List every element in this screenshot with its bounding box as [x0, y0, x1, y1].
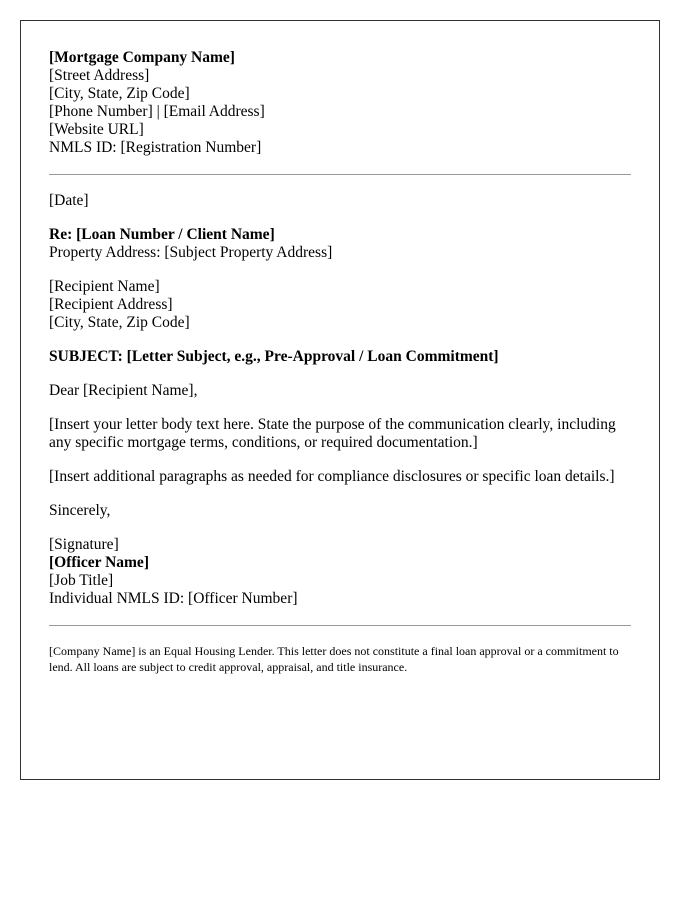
reference-block [49, 226, 631, 262]
company-name: [Mortgage Company Name] [49, 49, 235, 66]
company-street-address: [Street Address] [49, 67, 150, 84]
body-paragraph-1: [Insert your letter body text here. State the purpose of the communication clearly, including any specific mortgage terms, conditions, or required documentation.] [49, 416, 616, 451]
recipient-name: [Recipient Name] [49, 278, 160, 295]
recipient-block [49, 278, 631, 332]
recipient-city-state-zip: [City, State, Zip Code] [49, 314, 190, 331]
officer-job-title: [Job Title] [49, 572, 114, 589]
subject-block [49, 348, 631, 366]
letter-page [20, 20, 660, 780]
company-website: [Website URL] [49, 121, 144, 138]
footer-disclaimer: [Company Name] is an Equal Housing Lender. This letter does not constitute a final loan approval or a commitment to lend. All loans are subject to credit approval, appraisal, and title insurance. [49, 644, 619, 674]
company-nmls-id: NMLS ID: [Registration Number] [49, 139, 262, 156]
footer-divider [49, 625, 631, 626]
company-phone-email: [Phone Number] | [Email Address] [49, 103, 265, 120]
salutation: Dear [Recipient Name], [49, 382, 198, 399]
signature-placeholder: [Signature] [49, 536, 119, 553]
property-address: Property Address: [Subject Property Address] [49, 244, 333, 261]
recipient-address: [Recipient Address] [49, 296, 173, 313]
header-divider [49, 174, 631, 175]
subject-line: SUBJECT: [Letter Subject, e.g., Pre-Approval / Loan Commitment] [49, 348, 499, 365]
letterhead [49, 49, 631, 157]
closing-block [49, 502, 631, 520]
letter-date: [Date] [49, 192, 89, 209]
officer-name: [Officer Name] [49, 554, 149, 571]
closing: Sincerely, [49, 502, 111, 519]
signature-block [49, 536, 631, 608]
re-line: Re: [Loan Number / Client Name] [49, 226, 275, 243]
officer-nmls-id: Individual NMLS ID: [Officer Number] [49, 590, 298, 607]
letter-date-block [49, 192, 631, 210]
salutation-block [49, 382, 631, 400]
body-paragraph-2: [Insert additional paragraphs as needed for compliance disclosures or specific loan details.] [49, 468, 615, 485]
company-city-state-zip: [City, State, Zip Code] [49, 85, 190, 102]
